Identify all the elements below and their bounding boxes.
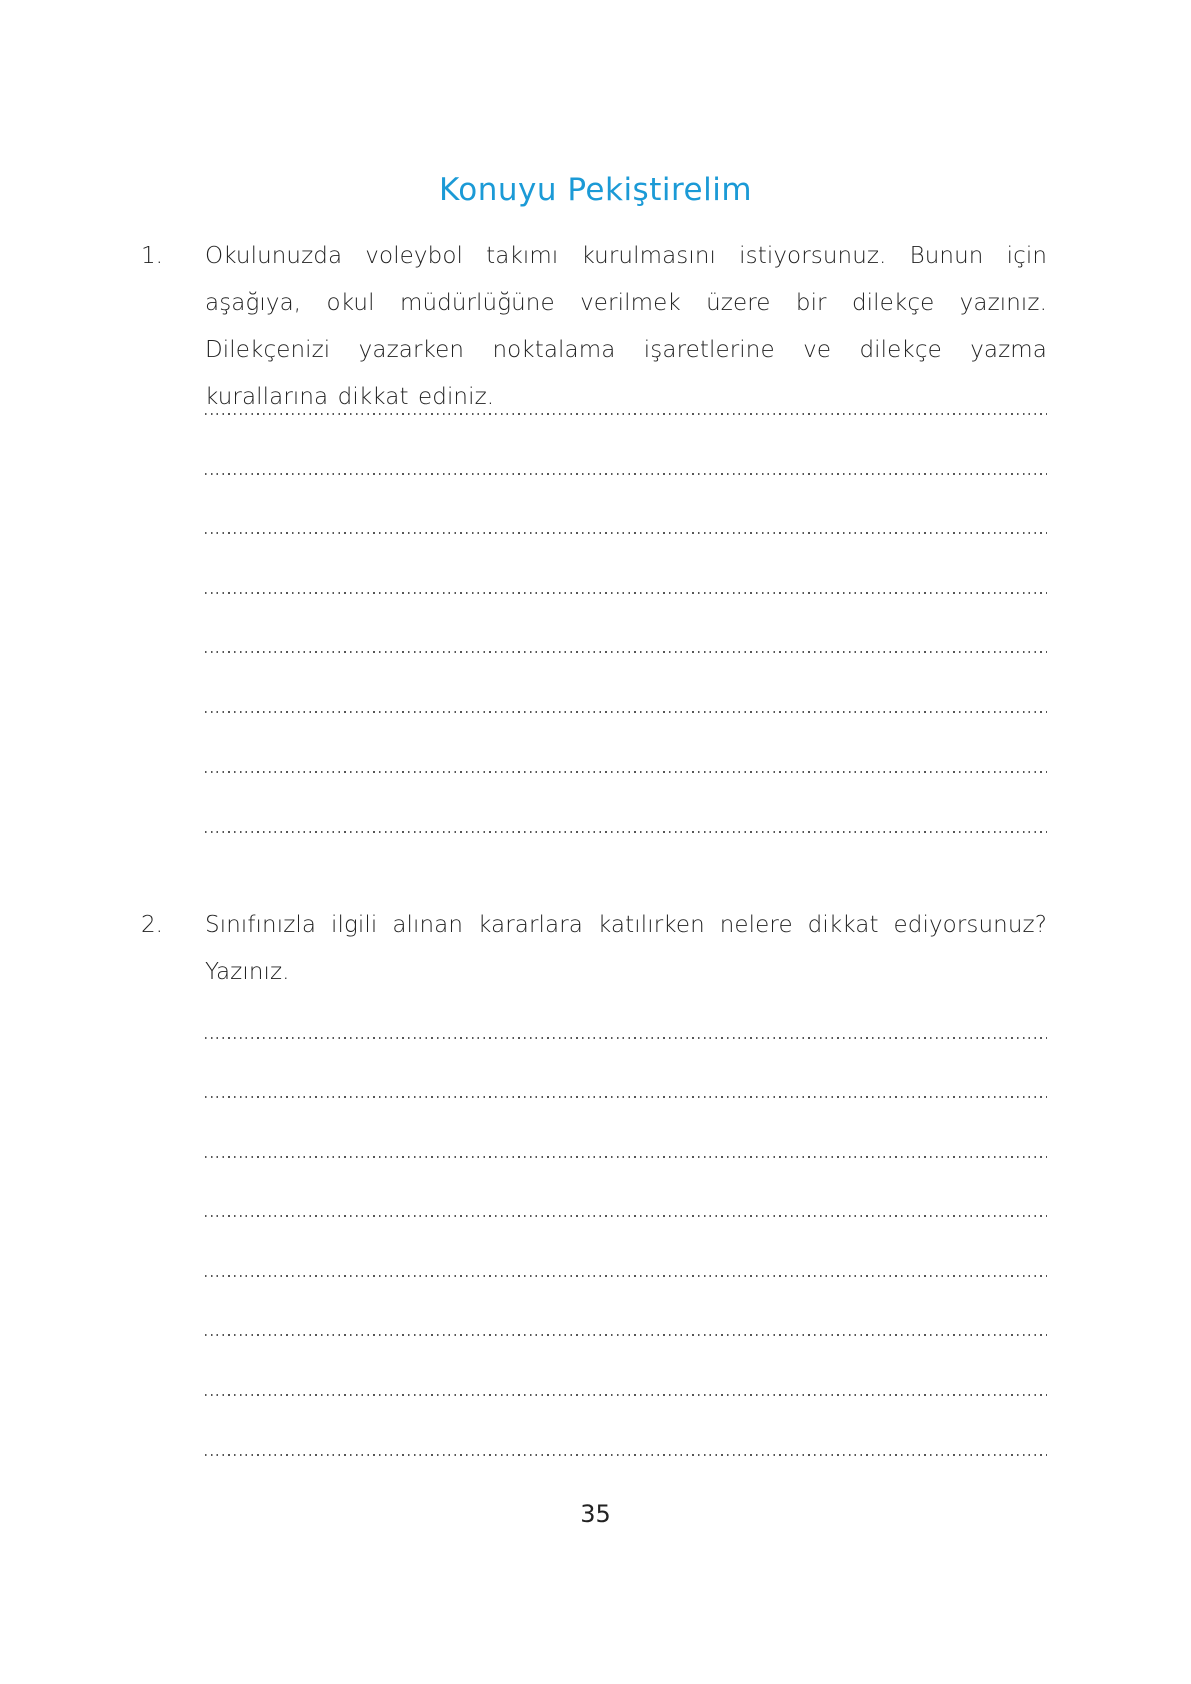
question-2-number: 2.	[141, 912, 163, 938]
page-number: 35	[580, 1500, 611, 1528]
answer-line[interactable]	[205, 711, 1047, 713]
answer-line[interactable]	[205, 1037, 1047, 1039]
question-1-text: Okulunuzda voleybol takımı kurulmasını istiyorsunuz. Bunun için aşağıya, okul müdürlüğüne verilmek üzere bir dilekçe yazınız. Dilekçenizi yazarken noktalama işaretlerine ve dilekçe yazma kurallarına dikkat ediniz.	[205, 243, 1047, 410]
answer-line[interactable]	[205, 1156, 1047, 1158]
answer-line[interactable]	[205, 1096, 1047, 1098]
answer-line[interactable]	[205, 831, 1047, 833]
answer-line[interactable]	[205, 1215, 1047, 1217]
answer-line[interactable]	[205, 1334, 1047, 1336]
answer-line[interactable]	[205, 1275, 1047, 1277]
answer-line[interactable]	[205, 651, 1047, 653]
answer-line[interactable]	[205, 532, 1047, 534]
answer-line[interactable]	[205, 592, 1047, 594]
question-1-number: 1.	[141, 243, 163, 269]
answer-line[interactable]	[205, 413, 1047, 415]
section-title: Konuyu Pekiştirelim	[438, 172, 753, 208]
question-2-text: Sınıfınızla ilgili alınan kararlara katılırken nelere dikkat ediyorsunuz? Yazınız.	[205, 912, 1047, 985]
answer-line[interactable]	[205, 771, 1047, 773]
answer-line[interactable]	[205, 473, 1047, 475]
answer-line[interactable]	[205, 1394, 1047, 1396]
answer-line[interactable]	[205, 1454, 1047, 1456]
